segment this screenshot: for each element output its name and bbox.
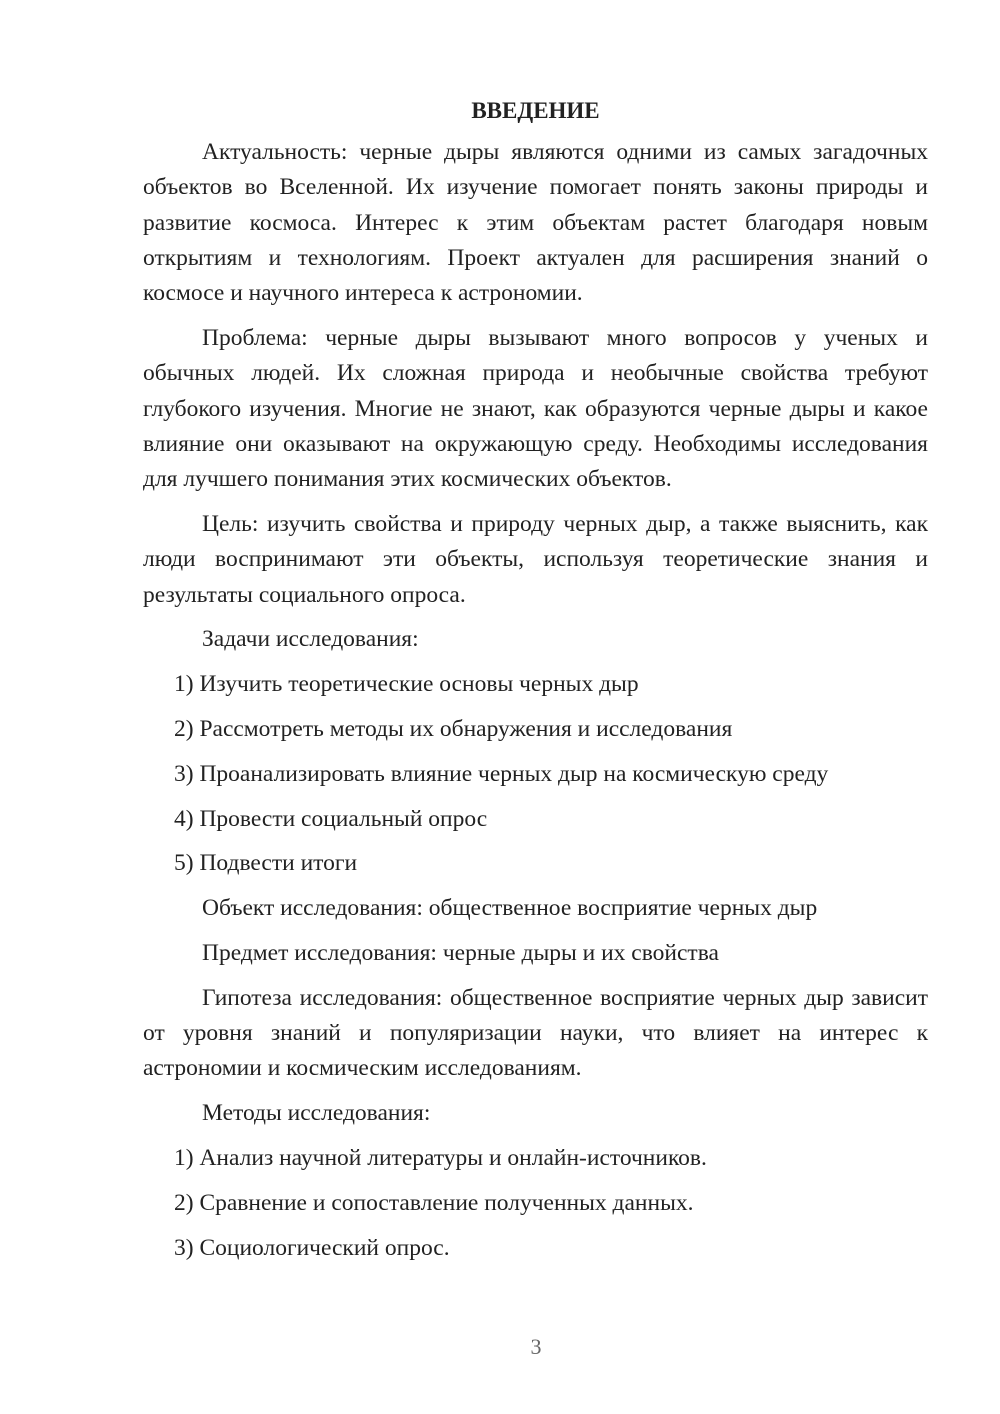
methods-title: Методы исследования: <box>202 1100 431 1127</box>
relevance-paragraph: Актуальность: черные дыры являются одними из самых загадочных объектов во Вселенной. Их изучение помогает понять законы природы и развитие космоса. Интерес к этим объектам растет благодаря новым открытиям и технологиям. Проект актуален для расширения знаний о космосе и научного интереса к астрономии. <box>143 139 928 307</box>
method-item: 2) Сравнение и сопоставление полученных данных. <box>174 1189 694 1216</box>
section-heading: ВВЕДЕНИЕ <box>471 98 600 123</box>
task-item: 3) Проанализировать влияние черных дыр на космическую среду <box>174 760 829 787</box>
page-content <box>143 96 928 1275</box>
research-object: Объект исследования: общественное восприятие черных дыр <box>202 895 818 922</box>
method-item: 1) Анализ научной литературы и онлайн-источников. <box>174 1144 707 1171</box>
task-item: 2) Рассмотреть методы их обнаружения и исследования <box>174 715 733 742</box>
hypothesis-paragraph: Гипотеза исследования: общественное восприятие черных дыр зависит от уровня знаний и популяризации науки, что влияет на интерес к астрономии и космическим исследованиям. <box>143 984 928 1082</box>
goal-paragraph: Цель: изучить свойства и природу черных дыр, а также выяснить, как люди воспринимают эти объекты, используя теоретические знания и результаты социального опроса. <box>143 510 928 608</box>
page-number: 3 <box>530 1334 542 1359</box>
task-item: 4) Провести социальный опрос <box>174 805 488 832</box>
research-subject: Предмет исследования: черные дыры и их свойства <box>202 939 719 966</box>
tasks-title: Задачи исследования: <box>202 626 419 653</box>
method-item: 3) Социологический опрос. <box>174 1234 450 1261</box>
task-item: 5) Подвести итоги <box>174 850 358 877</box>
problem-paragraph: Проблема: черные дыры вызывают много вопросов у ученых и обычных людей. Их сложная природа и необычные свойства требуют глубокого изучения. Многие не знают, как образуются черные дыры и какое влияние они оказывают на окружающую среду. Необходимы исследования для лучшего понимания этих космических объектов. <box>143 324 928 493</box>
task-item: 1) Изучить теоретические основы черных дыр <box>174 671 639 698</box>
